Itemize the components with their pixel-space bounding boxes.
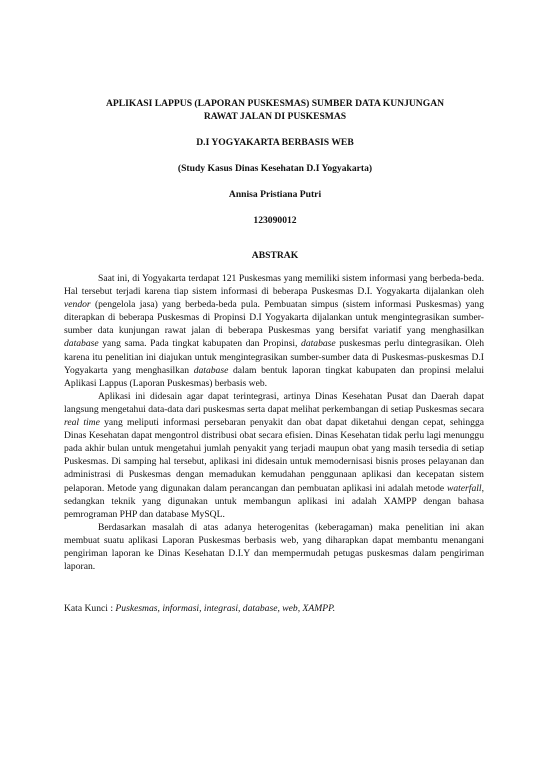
subtitle: (Study Kasus Dinas Kesehatan D.I Yogyakarta): [177, 163, 373, 174]
abstract-paragraph-1: Saat ini, di Yogyakarta terdapat 121 Puskesmas yang memiliki sistem informasi yang berbeda-beda. Hal tersebut terjadi karena tiap sistem informasi di beberapa Puskesmas D.I. Yogyakarta dijalankan oleh vendor (pengelola jasa) yang berbeda-beda pula. Pembuatan simpus (sistem informasi Puskesmas) yang diterapkan di beberapa Puskesmas di Propinsi D.I Yogyakarta dijalankan untuk mengintegrasikan sumber-sumber data kunjungan rawat jalan di beberapa Puskesmas yang bersifat variatif yang menghasilkan database yang sama. Pada tingkat kabupaten dan Propinsi, database puskesmas perlu dintegrasikan. Oleh karena itu penelitian ini diajukan untuk mengintegrasikan sumber-sumber data di Puskesmas-puskesmas D.I Yogyakarta yang menghasilkan database dalam bentuk laporan tingkat kabupaten dan propinsi melalui Aplikasi Lappus (Laporan Puskesmas) berbasis web.: [64, 273, 485, 389]
title-line-1: APLIKASI LAPPUS (LAPORAN PUSKESMAS) SUMBER DATA KUNJUNGAN: [105, 98, 445, 109]
title-line-3: D.I YOGYAKARTA BERBASIS WEB: [196, 137, 354, 148]
author-name: Annisa Pristiana Putri: [228, 189, 322, 200]
title-line-2: RAWAT JALAN DI PUSKESMAS: [203, 111, 347, 122]
student-id: 123090012: [253, 215, 297, 226]
keywords: [64, 602, 484, 615]
keywords-list: Puskesmas, informasi, integrasi, database, web, XAMPP.: [115, 603, 336, 614]
abstract-heading: ABSTRAK: [251, 250, 299, 261]
abstract-paragraph-3: Berdasarkan masalah di atas adanya heterogenitas (keberagaman) maka penelitian ini akan membuat suatu aplikasi Laporan Puskesmas berbasis web, yang diharapkan dapat membantu menangani pengiriman laporan ke Dinas Kesehatan D.I.Y dan mempermudah petugas puskesmas dalam pengiriman laporan.: [64, 521, 484, 573]
keywords-label: Kata Kunci :: [64, 603, 116, 614]
abstract-body: [64, 272, 484, 573]
paper-title: [70, 97, 480, 123]
abstract-paragraph-2: Aplikasi ini didesain agar dapat terintegrasi, artinya Dinas Kesehatan Pusat dan Daerah dapat langsung mengetahui data-data dari puskesmas serta dapat melihat perkembangan di setiap Puskesmas secara real time yang meliputi informasi persebaran penyakit dan obat dapat diketahui dengan cepat, sehingga Dinas Kesehatan dapat mengontrol distribusi obat secara efisien. Dinas Kesehatan tidak perlu lagi menunggu pada akhir bulan untuk mengetahui jumlah penyakit yang terjadi maupun obat yang masih tersedia di setiap Puskesmas. Di samping hal tersebut, aplikasi ini didesain untuk memodernisasi bisnis proses pelayanan dan administrasi di Puskesmas dengan memadukan kemudahan penggunaan aplikasi dan kecepatan sistem pelaporan. Metode yang digunakan dalam perancangan dan pembuatan aplikasi ini adalah metode waterfall, sedangkan teknik yang digunakan untuk membangun aplikasi ini adalah XAMPP dengan bahasa pemrograman PHP dan database MySQL.: [64, 390, 484, 520]
